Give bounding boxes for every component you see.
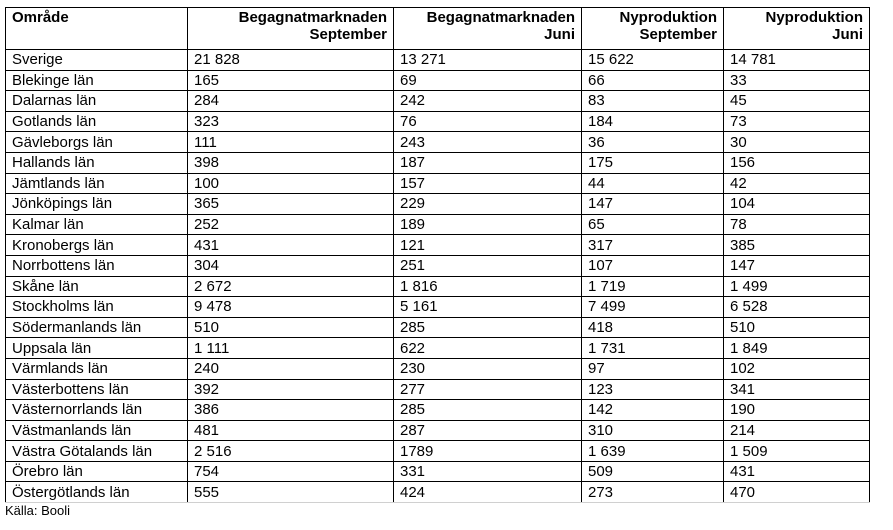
cell-new-june: 102 [724, 358, 870, 379]
cell-used-june: 251 [394, 255, 582, 276]
cell-new-september: 317 [582, 235, 724, 256]
cell-used-june: 229 [394, 194, 582, 215]
cell-used-june: 187 [394, 152, 582, 173]
cell-used-september: 111 [188, 132, 394, 153]
cell-new-june: 147 [724, 255, 870, 276]
source-note: Källa: Booli [5, 503, 71, 518]
cell-used-september: 304 [188, 255, 394, 276]
header-line: September [309, 26, 387, 43]
table-row [6, 214, 870, 235]
header-line: Begagnatmarknaden [426, 9, 575, 26]
cell-area: Uppsala län [6, 338, 188, 359]
cell-new-june: 42 [724, 173, 870, 194]
table-row [6, 276, 870, 297]
cell-new-june: 1 509 [724, 441, 870, 462]
cell-used-june: 1 816 [394, 276, 582, 297]
cell-used-september: 392 [188, 379, 394, 400]
cell-new-september: 175 [582, 152, 724, 173]
cell-new-september: 44 [582, 173, 724, 194]
cell-used-september: 252 [188, 214, 394, 235]
cell-area: Västernorrlands län [6, 400, 188, 421]
cell-used-september: 165 [188, 70, 394, 91]
cell-new-september: 418 [582, 317, 724, 338]
data-table [5, 7, 870, 503]
cell-used-september: 386 [188, 400, 394, 421]
header-line: Område [12, 9, 69, 26]
cell-used-june: 242 [394, 91, 582, 112]
cell-used-june: 331 [394, 461, 582, 482]
cell-used-june: 285 [394, 400, 582, 421]
cell-area: Gävleborgs län [6, 132, 188, 153]
cell-used-june: 424 [394, 482, 582, 503]
cell-area: Dalarnas län [6, 91, 188, 112]
cell-new-june: 1 849 [724, 338, 870, 359]
table-row [6, 50, 870, 71]
table-row [6, 111, 870, 132]
cell-used-june: 189 [394, 214, 582, 235]
table-body [6, 50, 870, 503]
cell-new-september: 273 [582, 482, 724, 503]
header-used-september [188, 8, 394, 50]
cell-used-september: 1 111 [188, 338, 394, 359]
header-new-september [582, 8, 724, 50]
cell-new-september: 97 [582, 358, 724, 379]
cell-new-june: 156 [724, 152, 870, 173]
cell-area: Norrbottens län [6, 255, 188, 276]
cell-used-september: 398 [188, 152, 394, 173]
cell-used-september: 555 [188, 482, 394, 503]
cell-used-september: 2 516 [188, 441, 394, 462]
table-row [6, 420, 870, 441]
cell-used-september: 2 672 [188, 276, 394, 297]
cell-new-june: 341 [724, 379, 870, 400]
header-line: Nyproduktion [765, 9, 863, 26]
header-used-june [394, 8, 582, 50]
table-row [6, 255, 870, 276]
cell-new-june: 431 [724, 461, 870, 482]
cell-new-june: 470 [724, 482, 870, 503]
cell-new-june: 104 [724, 194, 870, 215]
cell-new-september: 36 [582, 132, 724, 153]
cell-area: Hallands län [6, 152, 188, 173]
cell-used-june: 287 [394, 420, 582, 441]
header-line: Juni [544, 26, 575, 43]
cell-used-june: 230 [394, 358, 582, 379]
cell-new-june: 33 [724, 70, 870, 91]
header-line: Juni [832, 26, 863, 43]
cell-new-september: 83 [582, 91, 724, 112]
cell-new-september: 7 499 [582, 297, 724, 318]
header-line: September [639, 26, 717, 43]
table-row [6, 441, 870, 462]
cell-used-september: 365 [188, 194, 394, 215]
cell-new-june: 73 [724, 111, 870, 132]
cell-used-june: 76 [394, 111, 582, 132]
cell-used-june: 5 161 [394, 297, 582, 318]
cell-used-september: 323 [188, 111, 394, 132]
cell-area: Jämtlands län [6, 173, 188, 194]
cell-used-september: 9 478 [188, 297, 394, 318]
cell-area: Jönköpings län [6, 194, 188, 215]
cell-used-june: 1789 [394, 441, 582, 462]
cell-new-june: 14 781 [724, 50, 870, 71]
cell-new-september: 509 [582, 461, 724, 482]
cell-used-june: 121 [394, 235, 582, 256]
cell-used-september: 100 [188, 173, 394, 194]
cell-used-september: 284 [188, 91, 394, 112]
cell-new-september: 66 [582, 70, 724, 91]
cell-area: Kronobergs län [6, 235, 188, 256]
header-line: Begagnatmarknaden [238, 9, 387, 26]
cell-area: Västerbottens län [6, 379, 188, 400]
cell-area: Värmlands län [6, 358, 188, 379]
cell-new-june: 45 [724, 91, 870, 112]
cell-new-june: 30 [724, 132, 870, 153]
table-row [6, 482, 870, 503]
cell-area: Kalmar län [6, 214, 188, 235]
cell-area: Örebro län [6, 461, 188, 482]
cell-area: Sverige [6, 50, 188, 71]
cell-used-june: 13 271 [394, 50, 582, 71]
cell-new-june: 214 [724, 420, 870, 441]
data-table-container [5, 7, 870, 503]
cell-new-june: 6 528 [724, 297, 870, 318]
table-row [6, 70, 870, 91]
table-row [6, 400, 870, 421]
header-line: Nyproduktion [619, 9, 717, 26]
cell-new-september: 142 [582, 400, 724, 421]
cell-area: Södermanlands län [6, 317, 188, 338]
table-row [6, 317, 870, 338]
table-row [6, 461, 870, 482]
cell-area: Skåne län [6, 276, 188, 297]
cell-used-june: 69 [394, 70, 582, 91]
cell-used-june: 157 [394, 173, 582, 194]
cell-used-september: 754 [188, 461, 394, 482]
cell-new-september: 123 [582, 379, 724, 400]
table-row [6, 235, 870, 256]
cell-new-june: 1 499 [724, 276, 870, 297]
cell-area: Östergötlands län [6, 482, 188, 503]
cell-new-september: 147 [582, 194, 724, 215]
cell-area: Västra Götalands län [6, 441, 188, 462]
table-row [6, 91, 870, 112]
cell-used-june: 243 [394, 132, 582, 153]
cell-area: Gotlands län [6, 111, 188, 132]
table-row [6, 379, 870, 400]
header-new-june [724, 8, 870, 50]
cell-used-june: 285 [394, 317, 582, 338]
cell-used-september: 481 [188, 420, 394, 441]
cell-used-june: 277 [394, 379, 582, 400]
cell-new-september: 107 [582, 255, 724, 276]
cell-new-september: 65 [582, 214, 724, 235]
header-row [6, 8, 870, 50]
table-row [6, 132, 870, 153]
cell-new-june: 190 [724, 400, 870, 421]
cell-area: Västmanlands län [6, 420, 188, 441]
table-row [6, 194, 870, 215]
table-row [6, 173, 870, 194]
table-row [6, 358, 870, 379]
cell-new-june: 78 [724, 214, 870, 235]
table-row [6, 338, 870, 359]
cell-new-september: 1 639 [582, 441, 724, 462]
cell-new-september: 310 [582, 420, 724, 441]
table-row [6, 297, 870, 318]
cell-used-september: 240 [188, 358, 394, 379]
cell-area: Blekinge län [6, 70, 188, 91]
cell-new-september: 1 731 [582, 338, 724, 359]
cell-new-september: 1 719 [582, 276, 724, 297]
cell-new-june: 510 [724, 317, 870, 338]
cell-used-september: 431 [188, 235, 394, 256]
header-area [6, 8, 188, 50]
table-row [6, 152, 870, 173]
cell-used-september: 21 828 [188, 50, 394, 71]
cell-new-september: 15 622 [582, 50, 724, 71]
cell-new-june: 385 [724, 235, 870, 256]
cell-area: Stockholms län [6, 297, 188, 318]
cell-used-september: 510 [188, 317, 394, 338]
cell-used-june: 622 [394, 338, 582, 359]
cell-new-september: 184 [582, 111, 724, 132]
